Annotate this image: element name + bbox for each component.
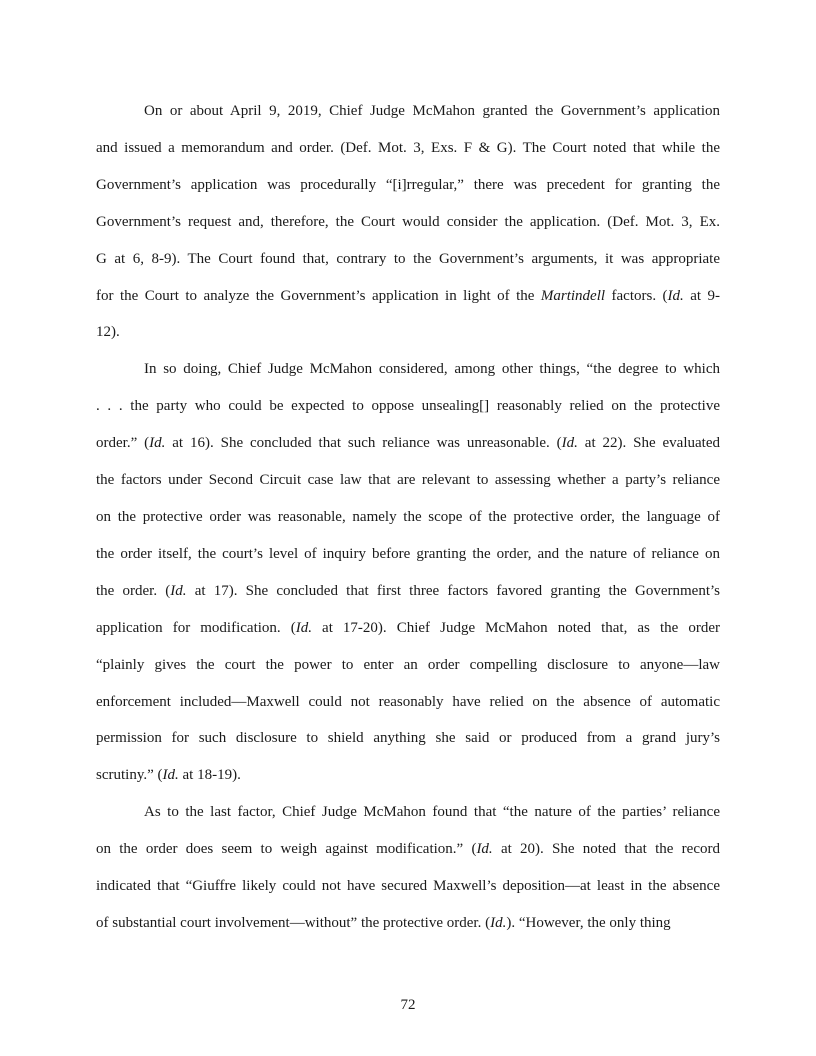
italic-text: Id. (667, 287, 684, 304)
text-segment: application for modification. ( (96, 619, 296, 636)
paragraph-2 (96, 351, 720, 794)
text-line (96, 388, 720, 425)
page-number: 72 (400, 997, 416, 1013)
text-line (96, 167, 720, 204)
text-segment: 12). (96, 324, 120, 341)
text-line (96, 241, 720, 278)
italic-text: Id. (490, 914, 507, 931)
text-segment: On or about April 9, 2019, Chief Judge McMahon granted the Government’s application (144, 103, 720, 119)
text-line (96, 831, 720, 868)
text-line (96, 425, 720, 462)
text-line (96, 794, 720, 831)
text-segment: order.” ( (96, 435, 150, 452)
text-segment: In so doing, Chief Judge McMahon considered, among other things, “the degree to which (144, 361, 720, 378)
italic-text: Martindell (540, 287, 606, 304)
text-segment: indicated that “Giuffre likely could not have secured Maxwell’s deposition—at least in the absence (96, 878, 720, 895)
text-segment: the factors under Second Circuit case law that are relevant to assessing whether a party’s reliance (96, 472, 720, 489)
text-segment: at 9- (683, 287, 720, 304)
text-line (96, 351, 720, 388)
text-segment: of substantial court involvement—without” the protective order. ( (96, 914, 491, 931)
italic-text: Id. (162, 767, 179, 784)
italic-text: Id. (149, 435, 166, 452)
italic-text: Id. (295, 619, 312, 636)
text-line (96, 720, 720, 757)
text-segment: Government’s application was procedurally “[i]rregular,” there was precedent for granting the (96, 176, 720, 193)
text-segment: Government’s request and, therefore, the Court would consider the application. (Def. Mot. 3, Ex. (96, 213, 720, 230)
text-line (96, 93, 720, 130)
text-line (96, 462, 720, 499)
text-segment: enforcement included—Maxwell could not reasonably have relied on the absence of automatic (96, 693, 720, 710)
text-segment: at 20). She noted that the record (492, 841, 720, 858)
text-line (96, 130, 720, 167)
text-line (96, 314, 720, 351)
text-line (96, 573, 720, 610)
text-segment: ). “However, the only thing (506, 914, 671, 931)
paragraph-1 (96, 93, 720, 351)
text-line (96, 499, 720, 536)
text-line (96, 204, 720, 241)
text-segment: on the order does seem to weigh against modification.” ( (96, 841, 477, 858)
text-line (96, 684, 720, 721)
italic-text: Id. (170, 582, 187, 599)
text-segment: at 17). She concluded that first three factors favored granting the Government’s (186, 582, 720, 599)
text-segment: the order itself, the court’s level of inquiry before granting the order, and the nature of reliance on (96, 545, 720, 562)
text-segment: scrutiny.” ( (96, 767, 163, 784)
text-segment: on the protective order was reasonable, namely the scope of the protective order, the language of (96, 508, 720, 525)
text-line (96, 905, 720, 942)
italic-text: Id. (561, 435, 578, 452)
text-segment: . . . the party who could be expected to oppose unsealing[] reasonably relied on the protective (96, 398, 720, 415)
text-segment: factors. ( (605, 287, 668, 304)
text-segment: at 17-20). Chief Judge McMahon noted that, as the order (311, 619, 720, 636)
text-segment: As to the last factor, Chief Judge McMahon found that “the nature of the parties’ reliance (144, 804, 720, 821)
text-segment: at 16). She concluded that such reliance was unreasonable. ( (165, 435, 562, 452)
text-segment: at 18-19). (178, 767, 241, 784)
text-segment: the order. ( (96, 582, 171, 599)
body-text (96, 93, 720, 942)
text-segment: and issued a memorandum and order. (Def. Mot. 3, Exs. F & G). The Court noted that while the (96, 139, 720, 156)
text-segment: at 22). She evaluated (577, 435, 720, 452)
text-segment: permission for such disclosure to shield anything she said or produced from a grand jury’s (96, 730, 720, 747)
text-line (96, 757, 720, 794)
text-segment: G at 6, 8-9). The Court found that, contrary to the Government’s arguments, it was appropriate (96, 250, 720, 267)
text-line (96, 647, 720, 684)
italic-text: Id. (476, 841, 493, 858)
text-line (96, 610, 720, 647)
text-line (96, 278, 720, 315)
text-line (96, 868, 720, 905)
text-segment: for the Court to analyze the Government’s application in light of the (96, 287, 541, 304)
text-line (96, 536, 720, 573)
text-segment: “plainly gives the court the power to enter an order compelling disclosure to anyone—law (96, 656, 720, 673)
paragraph-3 (96, 794, 720, 942)
